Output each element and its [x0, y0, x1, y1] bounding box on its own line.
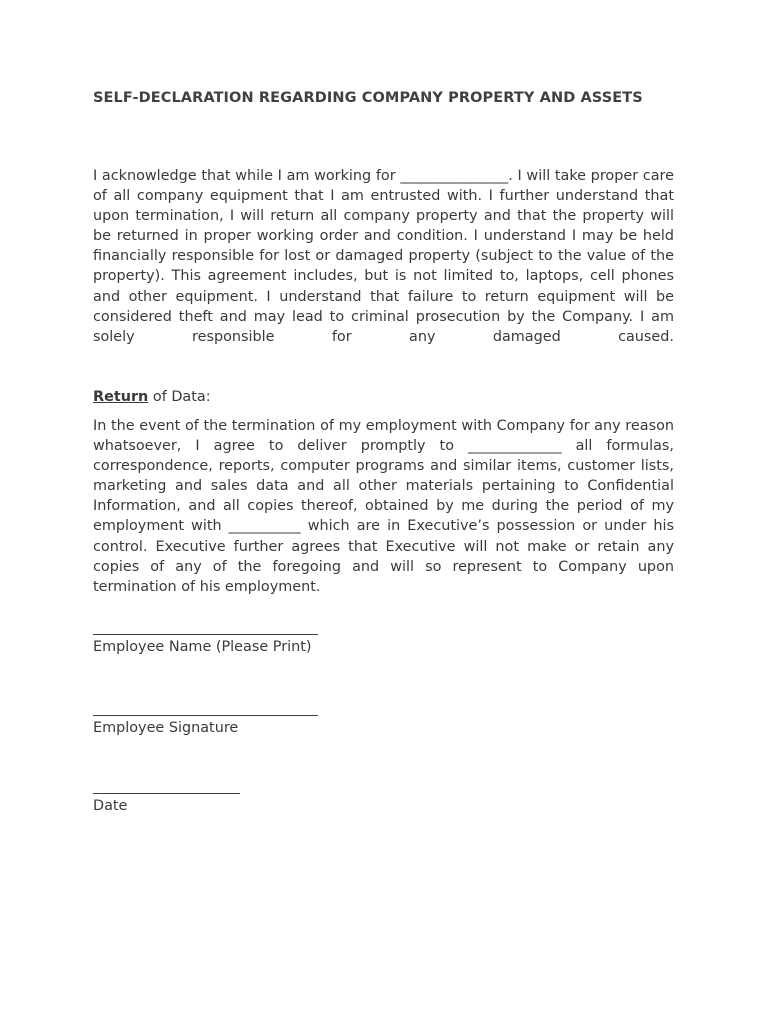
document-title: SELF-DECLARATION REGARDING COMPANY PROPERTY AND ASSETS	[93, 90, 643, 106]
section-heading-rest: of Data:	[148, 389, 211, 405]
date-line[interactable]	[93, 793, 240, 794]
employee-name-field[interactable]	[93, 634, 318, 657]
section-heading-strong: Return	[93, 389, 149, 405]
employee-signature-field[interactable]	[93, 715, 318, 738]
employee-name-label: Employee Name (Please Print)	[93, 639, 312, 655]
employee-signature-line[interactable]	[93, 715, 318, 716]
date-label: Date	[93, 798, 128, 814]
return-of-data-heading	[93, 387, 211, 407]
employee-signature-label: Employee Signature	[93, 720, 239, 736]
return-of-data-paragraph: In the event of the termination of my employment with Company for any reason whatsoever, I agree to deliver promptly to _____________ all formulas, correspondence, reports, computer programs and similar items, customer lists, marketing and sales data and all other materials pertaining to Confidential Information, and all copies thereof, obtained by me during the period of my employment with __________ which are in Executive’s possession or under his control. Executive further agrees that Executive will not make or retain any copies of any of the foregoing and will so represent to Company upon termination of his employment.	[93, 418, 674, 595]
date-field[interactable]	[93, 793, 240, 816]
employee-name-line[interactable]	[93, 634, 318, 635]
acknowledgement-paragraph: I acknowledge that while I am working for _______________. I will take proper care of all company equipment that I am entrusted with. I further understand that upon termination, I will return all company property and that the property will be returned in proper working order and condition. I understand I may be held financially responsible for lost or damaged property (subject to the value of the property). This agreement includes, but is not limited to, laptops, cell phones and other equipment. I understand that failure to return equipment will be considered theft and may lead to criminal prosecution by the Company. I am solely responsible for any damaged caused.	[93, 168, 674, 345]
